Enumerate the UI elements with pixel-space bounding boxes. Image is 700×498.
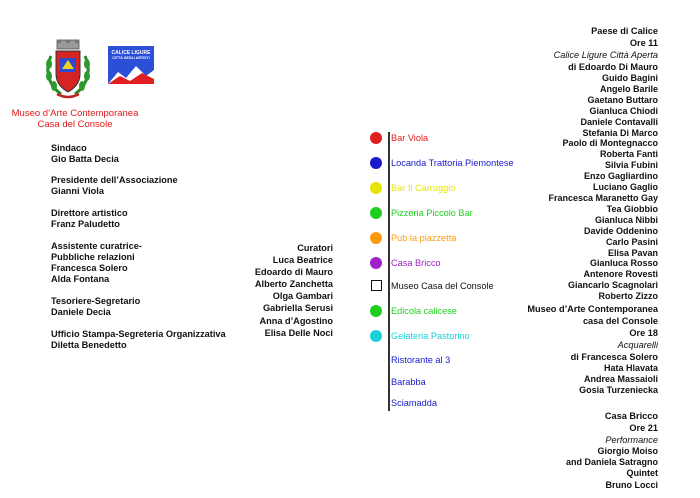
event-curator: di Francesca Solero bbox=[570, 352, 658, 362]
event-title-line2: casa del Console bbox=[582, 316, 658, 326]
museum-title-line2: Casa del Console bbox=[37, 119, 113, 130]
staff-block-assistente bbox=[51, 241, 142, 285]
circle-marker-icon bbox=[370, 305, 382, 317]
staff-role: Ufficio Stampa-Segreteria Organizzativa bbox=[51, 329, 226, 339]
artist-name: and Daniela Satragno bbox=[565, 457, 658, 468]
timeline-stop-label: Pub la piazzetta bbox=[391, 233, 457, 243]
artist-name: Giorgio Moiso bbox=[597, 446, 658, 456]
circle-marker-icon bbox=[370, 207, 382, 219]
timeline-line bbox=[388, 132, 390, 411]
artist-name: Tea Giobbio bbox=[606, 203, 658, 214]
staff-role: Pubbliche relazioni bbox=[51, 252, 135, 262]
event-title: Casa Bricco bbox=[604, 411, 658, 421]
artist-name: Roberta Fanti bbox=[599, 149, 658, 160]
artist-name: Bruno Locci bbox=[605, 479, 658, 490]
municipal-crest-logo bbox=[43, 38, 93, 102]
artist-name: Gianluca Chiodi bbox=[589, 105, 658, 116]
curator-name: Luca Beatrice bbox=[272, 255, 333, 266]
timeline-stop-label: Casa Bricco bbox=[391, 258, 441, 268]
staff-name: Gio Batta Decia bbox=[51, 154, 119, 164]
circle-marker-icon bbox=[370, 330, 382, 342]
logo-text-line2: CITTÀ DEGLI ARTISTI bbox=[112, 56, 150, 60]
artist-name: Angelo Barile bbox=[599, 83, 658, 94]
artist-name: Daniele Contavalli bbox=[580, 116, 658, 127]
event-curator: di Edoardo Di Mauro bbox=[568, 62, 658, 72]
staff-name: Franz Paludetto bbox=[51, 219, 120, 229]
staff-block-presidente bbox=[51, 175, 178, 197]
staff-name: Alda Fontana bbox=[51, 274, 110, 284]
timeline-stop-label: Bar Viola bbox=[391, 133, 429, 143]
artist-list bbox=[548, 73, 658, 302]
artist-name: Gianluca Rosso bbox=[589, 258, 658, 269]
staff-block-sindaco bbox=[51, 143, 119, 165]
curators-list bbox=[230, 242, 333, 339]
event-museo bbox=[527, 303, 658, 397]
museum-title bbox=[0, 108, 150, 130]
artist-name: Luciano Gaglio bbox=[592, 182, 658, 193]
timeline-stop-label: Pizzeria Piccolo Bar bbox=[391, 208, 473, 218]
artist-name: Enzo Gagliardino bbox=[583, 171, 658, 182]
circle-marker-icon bbox=[370, 132, 382, 144]
circle-marker-icon bbox=[370, 182, 382, 194]
curator-name: Olga Gambari bbox=[272, 291, 333, 302]
logo-text bbox=[110, 50, 152, 61]
artist-name: Stefania Di Marco bbox=[582, 127, 658, 138]
event-subtitle: Performance bbox=[605, 435, 658, 445]
circle-marker-icon bbox=[370, 257, 382, 269]
artist-name: Quintet bbox=[626, 468, 658, 479]
timeline-stop-label: Museo Casa del Console bbox=[391, 281, 494, 291]
artist-name: Roberto Zizzo bbox=[598, 291, 658, 302]
artist-list bbox=[527, 363, 658, 397]
timeline-stop-label: Barabba bbox=[391, 377, 426, 387]
artist-name: Gaetano Buttaro bbox=[587, 94, 658, 105]
staff-name: Diletta Benedetto bbox=[51, 340, 127, 350]
artist-name: Elisa Pavan bbox=[607, 247, 658, 258]
staff-name: Gianni Viola bbox=[51, 186, 104, 196]
curator-name: Gabriella Serusi bbox=[263, 303, 333, 314]
staff-role: Sindaco bbox=[51, 143, 87, 153]
artist-name: Antenore Rovesti bbox=[583, 269, 658, 280]
timeline-stop-label: Bar Il Carruggio bbox=[391, 183, 456, 193]
event-title: Museo d’Arte Contemporanea bbox=[527, 304, 658, 314]
timeline-stop-label: Sciamadda bbox=[391, 398, 437, 408]
artist-list bbox=[566, 446, 658, 491]
event-time: Ore 11 bbox=[629, 38, 658, 48]
artist-name: Davide Oddenino bbox=[583, 225, 658, 236]
museum-title-line1: Museo d’Arte Contemporanea bbox=[11, 108, 139, 119]
artist-name: Hata Hlavata bbox=[603, 363, 658, 373]
event-paese-di-calice bbox=[548, 25, 658, 302]
timeline-stop-label: Edicola calicese bbox=[391, 306, 457, 316]
staff-name: Daniele Decia bbox=[51, 307, 111, 317]
staff-role: Assistente curatrice- bbox=[51, 241, 142, 251]
artist-name: Gianluca Nibbi bbox=[594, 214, 658, 225]
artist-name: Giancarlo Scagnolari bbox=[567, 280, 658, 291]
artist-name: Silvia Fubini bbox=[604, 160, 658, 171]
staff-name: Francesca Solero bbox=[51, 263, 128, 273]
curator-name: Anna d’Agostino bbox=[259, 315, 333, 326]
curator-name: Alberto Zanchetta bbox=[254, 279, 333, 290]
staff-block-tesoriere bbox=[51, 296, 140, 318]
event-casa-bricco bbox=[566, 410, 658, 491]
staff-block-direttore bbox=[51, 208, 128, 230]
logo-text-line1: CALICE LIGURE bbox=[111, 50, 151, 56]
curator-name: Edoardo di Mauro bbox=[254, 267, 333, 278]
event-title: Paese di Calice bbox=[591, 26, 658, 36]
artist-name: Carlo Pasini bbox=[605, 236, 658, 247]
artist-name: Francesca Maranetto Gay bbox=[548, 192, 658, 203]
event-subtitle: Calice Ligure Città Aperta bbox=[553, 50, 658, 60]
curator-name: Elisa Delle Noci bbox=[264, 327, 333, 338]
artist-name: Gosia Turzeniecka bbox=[579, 385, 658, 396]
staff-role: Presidente dell’Associazione bbox=[51, 175, 178, 185]
event-time: Ore 21 bbox=[629, 423, 658, 433]
calice-ligure-logo bbox=[108, 46, 154, 84]
artist-name: Andrea Massaioli bbox=[583, 374, 658, 385]
timeline-stop-label: Locanda Trattoria Piemontese bbox=[391, 158, 514, 168]
staff-block-ufficio-stampa bbox=[51, 329, 226, 351]
circle-marker-icon bbox=[370, 232, 382, 244]
event-time: Ore 18 bbox=[629, 328, 658, 338]
staff-role: Direttore artistico bbox=[51, 208, 128, 218]
staff-role: Tesoriere-Segretario bbox=[51, 296, 141, 306]
square-marker-icon bbox=[371, 280, 382, 291]
artist-name: Paolo di Montegnacco bbox=[562, 138, 658, 149]
circle-marker-icon bbox=[370, 157, 382, 169]
timeline-stop-label: Ristorante al 3 bbox=[391, 355, 451, 365]
curators-heading: Curatori bbox=[297, 243, 333, 253]
event-subtitle: Acquarelli bbox=[617, 340, 658, 350]
timeline-stop-label: Gelateria Pastorino bbox=[391, 331, 470, 341]
artist-name: Guido Bagini bbox=[602, 73, 658, 83]
